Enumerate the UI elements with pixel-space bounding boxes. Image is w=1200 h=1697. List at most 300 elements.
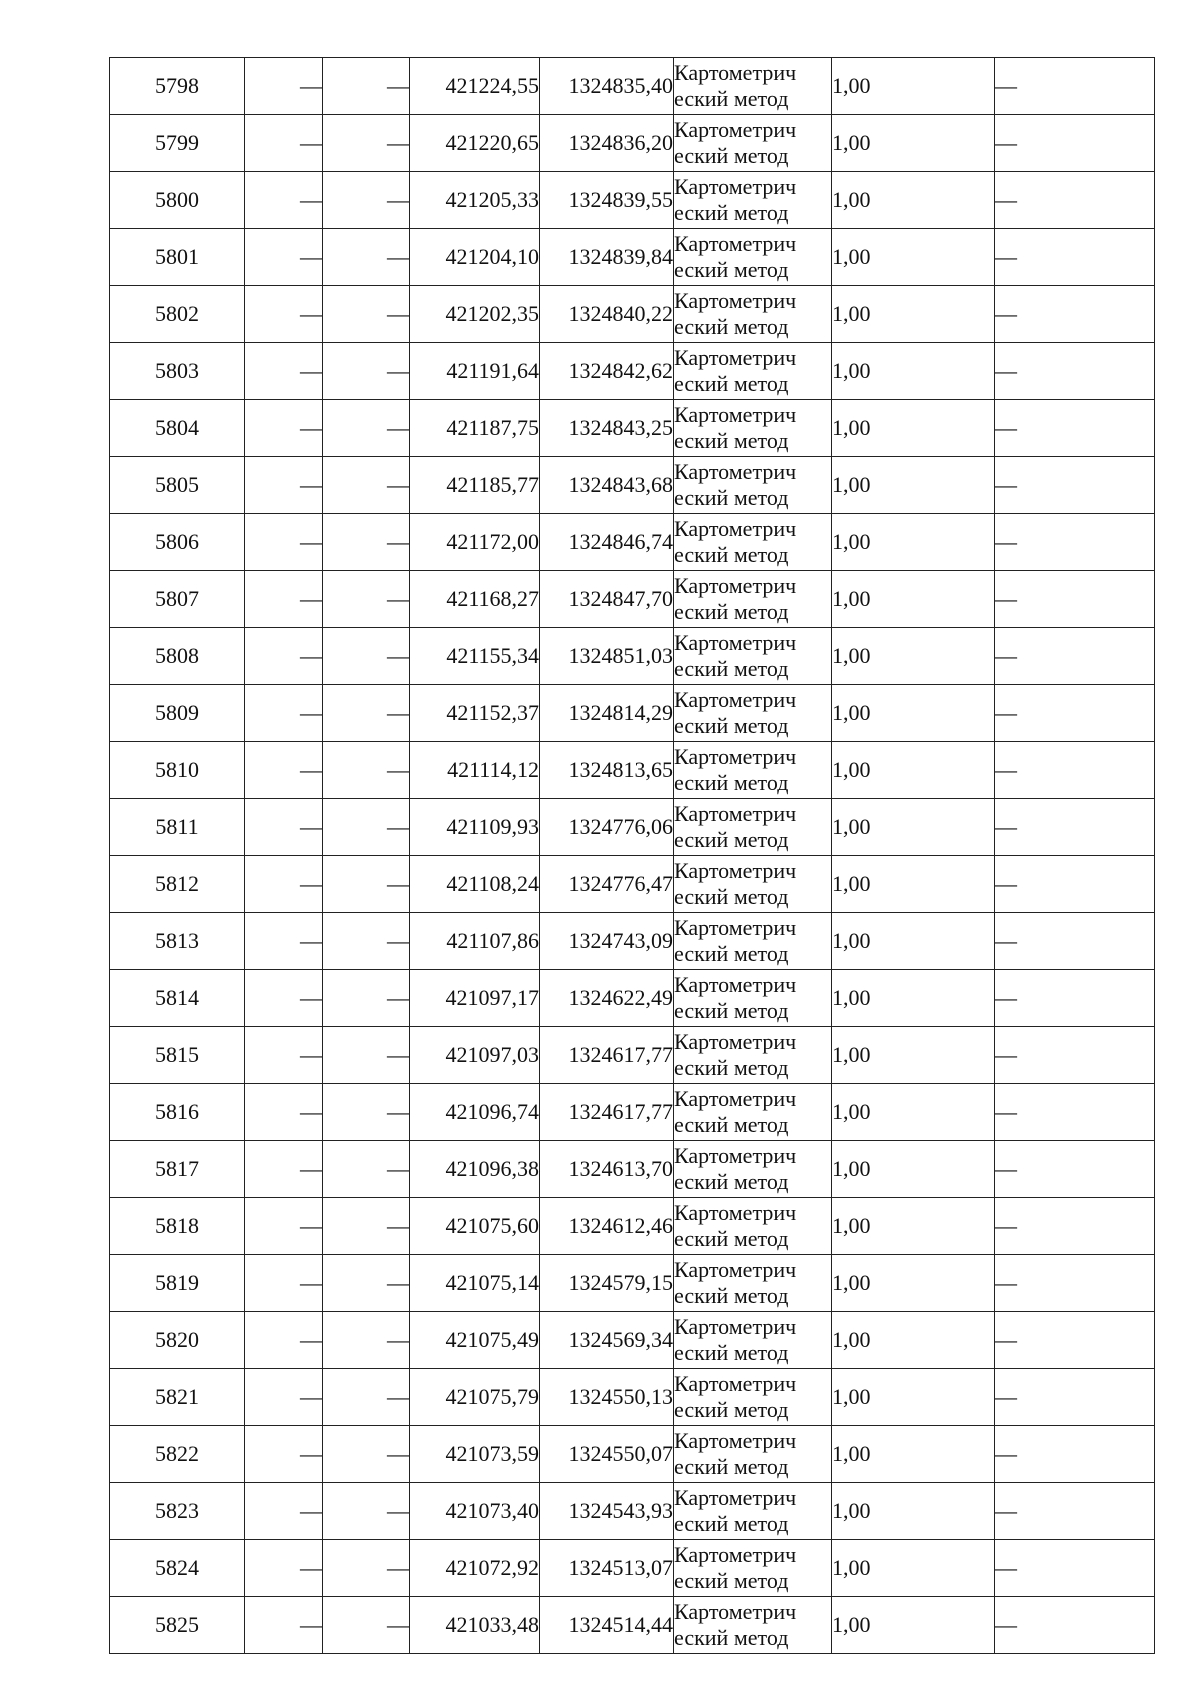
empty-value-cell: — [245, 1198, 323, 1255]
empty-value-cell: — [323, 1255, 410, 1312]
description-cell: — [995, 1597, 1155, 1654]
x-coordinate-cell: 421108,24 [410, 856, 540, 913]
point-number-cell: 5822 [110, 1426, 245, 1483]
method-cell [674, 1483, 832, 1540]
empty-value-cell: — [245, 1540, 323, 1597]
table-row [110, 1312, 1155, 1369]
empty-value-cell: — [245, 400, 323, 457]
point-number-cell: 5813 [110, 913, 245, 970]
empty-value-cell: — [323, 1312, 410, 1369]
accuracy-cell: 1,00 [832, 1027, 995, 1084]
empty-value-cell: — [245, 1084, 323, 1141]
method-cell [674, 1540, 832, 1597]
method-text-line-2: еский метод [674, 143, 789, 168]
method-cell [674, 229, 832, 286]
accuracy-cell: 1,00 [832, 571, 995, 628]
x-coordinate-cell: 421075,49 [410, 1312, 540, 1369]
table-row [110, 457, 1155, 514]
table-row [110, 1369, 1155, 1426]
table-row [110, 799, 1155, 856]
description-cell: — [995, 400, 1155, 457]
method-text-line-1: Картометрич [674, 801, 797, 826]
description-cell: — [995, 856, 1155, 913]
point-number-cell: 5812 [110, 856, 245, 913]
accuracy-cell: 1,00 [832, 1597, 995, 1654]
empty-value-cell: — [323, 286, 410, 343]
table-row [110, 742, 1155, 799]
empty-value-cell: — [323, 856, 410, 913]
method-text-line-2: еский метод [674, 713, 789, 738]
x-coordinate-cell: 421168,27 [410, 571, 540, 628]
method-text-line-2: еский метод [674, 1340, 789, 1365]
description-cell: — [995, 1141, 1155, 1198]
point-number-cell: 5808 [110, 628, 245, 685]
description-cell: — [995, 1255, 1155, 1312]
x-coordinate-cell: 421075,79 [410, 1369, 540, 1426]
point-number-cell: 5825 [110, 1597, 245, 1654]
x-coordinate-cell: 421097,03 [410, 1027, 540, 1084]
method-text-line-1: Картометрич [674, 516, 797, 541]
empty-value-cell: — [245, 286, 323, 343]
method-text-line-2: еский метод [674, 827, 789, 852]
point-number-cell: 5807 [110, 571, 245, 628]
accuracy-cell: 1,00 [832, 1426, 995, 1483]
method-text-line-2: еский метод [674, 1055, 789, 1080]
point-number-cell: 5803 [110, 343, 245, 400]
empty-value-cell: — [323, 1141, 410, 1198]
accuracy-cell: 1,00 [832, 343, 995, 400]
accuracy-cell: 1,00 [832, 1198, 995, 1255]
empty-value-cell: — [245, 229, 323, 286]
method-cell [674, 742, 832, 799]
y-coordinate-cell: 1324743,09 [540, 913, 674, 970]
method-cell [674, 1084, 832, 1141]
accuracy-cell: 1,00 [832, 1141, 995, 1198]
point-number-cell: 5823 [110, 1483, 245, 1540]
description-cell: — [995, 1198, 1155, 1255]
method-cell [674, 115, 832, 172]
empty-value-cell: — [323, 1597, 410, 1654]
description-cell: — [995, 970, 1155, 1027]
accuracy-cell: 1,00 [832, 913, 995, 970]
empty-value-cell: — [323, 742, 410, 799]
empty-value-cell: — [245, 1483, 323, 1540]
accuracy-cell: 1,00 [832, 457, 995, 514]
coordinates-table [109, 57, 1155, 1654]
table-row [110, 913, 1155, 970]
point-number-cell: 5799 [110, 115, 245, 172]
point-number-cell: 5802 [110, 286, 245, 343]
method-text-line-1: Картометрич [674, 573, 797, 598]
table-row [110, 970, 1155, 1027]
accuracy-cell: 1,00 [832, 58, 995, 115]
method-text-line-2: еский метод [674, 998, 789, 1023]
description-cell: — [995, 1369, 1155, 1426]
method-cell [674, 286, 832, 343]
method-text-line-1: Картометрич [674, 1314, 797, 1339]
table-row [110, 1597, 1155, 1654]
empty-value-cell: — [245, 58, 323, 115]
method-cell [674, 514, 832, 571]
method-text-line-1: Картометрич [674, 1257, 797, 1282]
method-cell [674, 1141, 832, 1198]
description-cell: — [995, 1027, 1155, 1084]
method-text-line-1: Картометрич [674, 915, 797, 940]
empty-value-cell: — [245, 1141, 323, 1198]
x-coordinate-cell: 421114,12 [410, 742, 540, 799]
empty-value-cell: — [245, 913, 323, 970]
method-text-line-1: Картометрич [674, 1029, 797, 1054]
description-cell: — [995, 913, 1155, 970]
table-row [110, 229, 1155, 286]
method-text-line-1: Картометрич [674, 858, 797, 883]
accuracy-cell: 1,00 [832, 1369, 995, 1426]
method-text-line-1: Картометрич [674, 60, 797, 85]
empty-value-cell: — [323, 229, 410, 286]
method-cell [674, 172, 832, 229]
y-coordinate-cell: 1324814,29 [540, 685, 674, 742]
method-text-line-1: Картометрич [674, 402, 797, 427]
x-coordinate-cell: 421109,93 [410, 799, 540, 856]
table-row [110, 1540, 1155, 1597]
method-text-line-2: еский метод [674, 1568, 789, 1593]
description-cell: — [995, 172, 1155, 229]
x-coordinate-cell: 421202,35 [410, 286, 540, 343]
x-coordinate-cell: 421187,75 [410, 400, 540, 457]
x-coordinate-cell: 421073,59 [410, 1426, 540, 1483]
accuracy-cell: 1,00 [832, 1540, 995, 1597]
empty-value-cell: — [323, 457, 410, 514]
description-cell: — [995, 685, 1155, 742]
point-number-cell: 5816 [110, 1084, 245, 1141]
empty-value-cell: — [245, 970, 323, 1027]
method-text-line-1: Картометрич [674, 1143, 797, 1168]
description-cell: — [995, 457, 1155, 514]
description-cell: — [995, 628, 1155, 685]
table-body [110, 58, 1155, 1654]
accuracy-cell: 1,00 [832, 1084, 995, 1141]
empty-value-cell: — [323, 685, 410, 742]
y-coordinate-cell: 1324513,07 [540, 1540, 674, 1597]
accuracy-cell: 1,00 [832, 1255, 995, 1312]
method-text-line-2: еский метод [674, 1169, 789, 1194]
empty-value-cell: — [245, 628, 323, 685]
description-cell: — [995, 1084, 1155, 1141]
x-coordinate-cell: 421075,60 [410, 1198, 540, 1255]
y-coordinate-cell: 1324617,77 [540, 1027, 674, 1084]
point-number-cell: 5798 [110, 58, 245, 115]
y-coordinate-cell: 1324543,93 [540, 1483, 674, 1540]
method-cell [674, 799, 832, 856]
point-number-cell: 5811 [110, 799, 245, 856]
accuracy-cell: 1,00 [832, 172, 995, 229]
empty-value-cell: — [323, 115, 410, 172]
method-cell [674, 457, 832, 514]
description-cell: — [995, 286, 1155, 343]
description-cell: — [995, 343, 1155, 400]
empty-value-cell: — [323, 628, 410, 685]
method-text-line-1: Картометрич [674, 459, 797, 484]
table-row [110, 1255, 1155, 1312]
point-number-cell: 5824 [110, 1540, 245, 1597]
point-number-cell: 5809 [110, 685, 245, 742]
empty-value-cell: — [323, 1084, 410, 1141]
table-row [110, 58, 1155, 115]
accuracy-cell: 1,00 [832, 400, 995, 457]
empty-value-cell: — [323, 1426, 410, 1483]
method-text-line-1: Картометрич [674, 972, 797, 997]
method-text-line-2: еский метод [674, 542, 789, 567]
x-coordinate-cell: 421072,92 [410, 1540, 540, 1597]
table-row [110, 115, 1155, 172]
accuracy-cell: 1,00 [832, 970, 995, 1027]
point-number-cell: 5804 [110, 400, 245, 457]
x-coordinate-cell: 421075,14 [410, 1255, 540, 1312]
description-cell: — [995, 115, 1155, 172]
accuracy-cell: 1,00 [832, 286, 995, 343]
accuracy-cell: 1,00 [832, 1483, 995, 1540]
method-text-line-2: еский метод [674, 1112, 789, 1137]
accuracy-cell: 1,00 [832, 514, 995, 571]
description-cell: — [995, 571, 1155, 628]
table-row [110, 1141, 1155, 1198]
table-row [110, 1198, 1155, 1255]
method-text-line-2: еский метод [674, 485, 789, 510]
method-text-line-1: Картометрич [674, 1371, 797, 1396]
description-cell: — [995, 799, 1155, 856]
method-cell [674, 1198, 832, 1255]
method-cell [674, 400, 832, 457]
x-coordinate-cell: 421185,77 [410, 457, 540, 514]
empty-value-cell: — [245, 514, 323, 571]
y-coordinate-cell: 1324569,34 [540, 1312, 674, 1369]
x-coordinate-cell: 421152,37 [410, 685, 540, 742]
y-coordinate-cell: 1324839,84 [540, 229, 674, 286]
x-coordinate-cell: 421073,40 [410, 1483, 540, 1540]
y-coordinate-cell: 1324842,62 [540, 343, 674, 400]
empty-value-cell: — [245, 1426, 323, 1483]
method-text-line-1: Картометрич [674, 1485, 797, 1510]
empty-value-cell: — [323, 58, 410, 115]
method-text-line-1: Картометрич [674, 744, 797, 769]
empty-value-cell: — [323, 799, 410, 856]
x-coordinate-cell: 421033,48 [410, 1597, 540, 1654]
method-text-line-1: Картометрич [674, 1428, 797, 1453]
point-number-cell: 5821 [110, 1369, 245, 1426]
method-cell [674, 1426, 832, 1483]
empty-value-cell: — [245, 1369, 323, 1426]
method-text-line-2: еский метод [674, 200, 789, 225]
table-row [110, 286, 1155, 343]
method-text-line-2: еский метод [674, 770, 789, 795]
method-cell [674, 913, 832, 970]
empty-value-cell: — [245, 1027, 323, 1084]
method-text-line-2: еский метод [674, 1397, 789, 1422]
y-coordinate-cell: 1324835,40 [540, 58, 674, 115]
empty-value-cell: — [245, 457, 323, 514]
empty-value-cell: — [323, 913, 410, 970]
x-coordinate-cell: 421172,00 [410, 514, 540, 571]
x-coordinate-cell: 421155,34 [410, 628, 540, 685]
y-coordinate-cell: 1324851,03 [540, 628, 674, 685]
method-cell [674, 1255, 832, 1312]
y-coordinate-cell: 1324579,15 [540, 1255, 674, 1312]
point-number-cell: 5815 [110, 1027, 245, 1084]
empty-value-cell: — [323, 1369, 410, 1426]
empty-value-cell: — [323, 970, 410, 1027]
method-text-line-2: еский метод [674, 656, 789, 681]
point-number-cell: 5800 [110, 172, 245, 229]
y-coordinate-cell: 1324813,65 [540, 742, 674, 799]
method-cell [674, 343, 832, 400]
table-row [110, 685, 1155, 742]
y-coordinate-cell: 1324612,46 [540, 1198, 674, 1255]
table-row [110, 628, 1155, 685]
empty-value-cell: — [245, 685, 323, 742]
x-coordinate-cell: 421096,74 [410, 1084, 540, 1141]
point-number-cell: 5818 [110, 1198, 245, 1255]
method-text-line-2: еский метод [674, 428, 789, 453]
y-coordinate-cell: 1324617,77 [540, 1084, 674, 1141]
y-coordinate-cell: 1324514,44 [540, 1597, 674, 1654]
empty-value-cell: — [245, 799, 323, 856]
description-cell: — [995, 229, 1155, 286]
empty-value-cell: — [323, 571, 410, 628]
method-text-line-1: Картометрич [674, 687, 797, 712]
y-coordinate-cell: 1324836,20 [540, 115, 674, 172]
method-text-line-2: еский метод [674, 257, 789, 282]
y-coordinate-cell: 1324840,22 [540, 286, 674, 343]
table-row [110, 571, 1155, 628]
method-cell [674, 685, 832, 742]
point-number-cell: 5801 [110, 229, 245, 286]
method-cell [674, 58, 832, 115]
accuracy-cell: 1,00 [832, 115, 995, 172]
coordinates-table-page [109, 57, 1154, 1654]
table-row [110, 172, 1155, 229]
method-text-line-2: еский метод [674, 941, 789, 966]
accuracy-cell: 1,00 [832, 856, 995, 913]
table-row [110, 1426, 1155, 1483]
description-cell: — [995, 514, 1155, 571]
empty-value-cell: — [323, 1027, 410, 1084]
description-cell: — [995, 1426, 1155, 1483]
method-text-line-1: Картометрич [674, 288, 797, 313]
y-coordinate-cell: 1324776,06 [540, 799, 674, 856]
empty-value-cell: — [245, 172, 323, 229]
table-row [110, 1027, 1155, 1084]
empty-value-cell: — [245, 856, 323, 913]
empty-value-cell: — [245, 571, 323, 628]
method-cell [674, 1027, 832, 1084]
empty-value-cell: — [323, 172, 410, 229]
y-coordinate-cell: 1324776,47 [540, 856, 674, 913]
table-row [110, 400, 1155, 457]
accuracy-cell: 1,00 [832, 799, 995, 856]
method-text-line-1: Картометрич [674, 231, 797, 256]
y-coordinate-cell: 1324843,68 [540, 457, 674, 514]
empty-value-cell: — [245, 742, 323, 799]
method-cell [674, 856, 832, 913]
empty-value-cell: — [245, 1597, 323, 1654]
empty-value-cell: — [245, 1255, 323, 1312]
method-text-line-1: Картометрич [674, 630, 797, 655]
accuracy-cell: 1,00 [832, 685, 995, 742]
method-text-line-2: еский метод [674, 1511, 789, 1536]
accuracy-cell: 1,00 [832, 628, 995, 685]
empty-value-cell: — [323, 1540, 410, 1597]
method-cell [674, 571, 832, 628]
table-row [110, 514, 1155, 571]
y-coordinate-cell: 1324550,07 [540, 1426, 674, 1483]
table-row [110, 856, 1155, 913]
method-text-line-1: Картометрич [674, 1542, 797, 1567]
x-coordinate-cell: 421205,33 [410, 172, 540, 229]
y-coordinate-cell: 1324839,55 [540, 172, 674, 229]
point-number-cell: 5817 [110, 1141, 245, 1198]
method-cell [674, 1597, 832, 1654]
empty-value-cell: — [323, 1483, 410, 1540]
table-row [110, 343, 1155, 400]
method-text-line-2: еский метод [674, 884, 789, 909]
method-text-line-2: еский метод [674, 1454, 789, 1479]
empty-value-cell: — [245, 1312, 323, 1369]
method-text-line-2: еский метод [674, 371, 789, 396]
empty-value-cell: — [245, 115, 323, 172]
method-text-line-1: Картометрич [674, 345, 797, 370]
empty-value-cell: — [323, 1198, 410, 1255]
method-text-line-1: Картометрич [674, 1086, 797, 1111]
description-cell: — [995, 1540, 1155, 1597]
point-number-cell: 5810 [110, 742, 245, 799]
description-cell: — [995, 742, 1155, 799]
x-coordinate-cell: 421204,10 [410, 229, 540, 286]
method-text-line-2: еский метод [674, 1283, 789, 1308]
point-number-cell: 5819 [110, 1255, 245, 1312]
method-text-line-1: Картометрич [674, 1200, 797, 1225]
description-cell: — [995, 1312, 1155, 1369]
method-text-line-1: Картометрич [674, 1599, 797, 1624]
y-coordinate-cell: 1324843,25 [540, 400, 674, 457]
x-coordinate-cell: 421096,38 [410, 1141, 540, 1198]
empty-value-cell: — [323, 400, 410, 457]
method-text-line-1: Картометрич [674, 117, 797, 142]
description-cell: — [995, 1483, 1155, 1540]
empty-value-cell: — [323, 514, 410, 571]
method-text-line-1: Картометрич [674, 174, 797, 199]
empty-value-cell: — [323, 343, 410, 400]
x-coordinate-cell: 421220,65 [410, 115, 540, 172]
y-coordinate-cell: 1324622,49 [540, 970, 674, 1027]
point-number-cell: 5820 [110, 1312, 245, 1369]
method-text-line-2: еский метод [674, 599, 789, 624]
method-text-line-2: еский метод [674, 314, 789, 339]
point-number-cell: 5806 [110, 514, 245, 571]
method-cell [674, 1369, 832, 1426]
point-number-cell: 5814 [110, 970, 245, 1027]
method-text-line-2: еский метод [674, 1625, 789, 1650]
table-row [110, 1084, 1155, 1141]
y-coordinate-cell: 1324550,13 [540, 1369, 674, 1426]
method-text-line-2: еский метод [674, 86, 789, 111]
table-row [110, 1483, 1155, 1540]
accuracy-cell: 1,00 [832, 229, 995, 286]
method-cell [674, 628, 832, 685]
point-number-cell: 5805 [110, 457, 245, 514]
accuracy-cell: 1,00 [832, 742, 995, 799]
y-coordinate-cell: 1324613,70 [540, 1141, 674, 1198]
empty-value-cell: — [245, 343, 323, 400]
